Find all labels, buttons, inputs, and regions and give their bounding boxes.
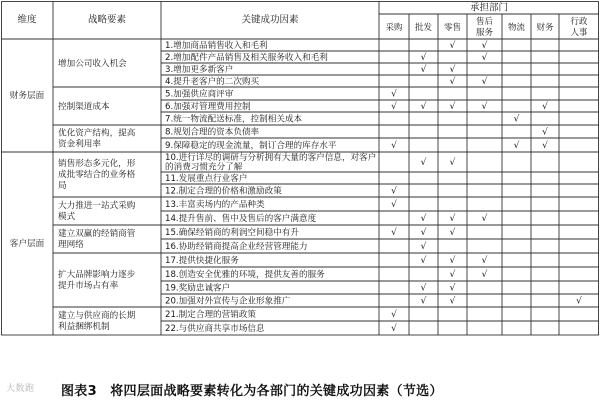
check-mark: √ [449,214,456,224]
watermark: 大数跑 [6,384,35,394]
check-mark: √ [481,270,488,280]
header-dept-1: 批发 [414,23,433,33]
check-mark: √ [513,141,520,151]
check-mark: √ [420,102,427,112]
strategy-label: 增加公司收入机会 [58,59,127,69]
factor-text: 5.加强供应商评审 [165,89,234,100]
check-mark: √ [391,186,397,197]
check-mark: √ [449,41,456,51]
check-mark: √ [420,158,427,168]
check-mark: √ [449,77,456,87]
strategy-label: 建立双赢的经销商管理网络 [58,229,136,250]
header-departments-group: 承担部门 [469,2,509,14]
check-mark: √ [420,65,427,75]
strategy-label: 控制渠道成本 [58,102,110,112]
factor-text: 8.规划合理的资本负债率 [165,127,260,138]
header-dimension: 维度 [17,14,37,26]
check-mark: √ [542,141,548,151]
check-mark: √ [420,256,427,266]
group-label: 财务层面 [9,91,45,101]
check-mark: √ [481,256,488,266]
factor-text: 6.加强对管理费用控制 [165,102,251,112]
factor-text: 1.增加商品销售收入和毛利 [165,41,268,51]
factor-text: 14.提升售前、售中及售后的客户满意度 [165,214,317,224]
factor-text: 16.协助经销商提高企业经营管理能力 [165,242,308,252]
group-label: 客户层面 [9,239,45,249]
check-mark: √ [449,102,456,112]
check-mark: √ [513,114,520,125]
strategy-label: 大力推进一站式采购模式 [58,201,136,222]
factor-text: 3.增加更多新客户 [165,65,234,75]
check-mark: √ [391,324,397,334]
factor-text: 19.奖励忠诚客户 [165,283,231,294]
check-mark: √ [420,214,427,224]
factor-text: 18.创造安全优雅的环境，提供友善的服务 [165,270,325,280]
factor-text: 12.制定合理的价格和激励政策 [165,186,282,197]
check-mark: √ [481,53,488,63]
strategy-label: 优化资产结构，提高资金利用率 [58,128,136,150]
check-mark: √ [391,102,397,112]
check-mark: √ [420,228,427,238]
factor-text: 9.保障稳定的现金流量，制订合理的库存水平 [165,141,337,151]
header-strategy: 战略要素 [87,14,127,26]
check-mark: √ [542,127,548,138]
factor-text: 10.进行详尽的调研与分析拥有大量的客户信息，对客户的消费习惯充分了解 [165,152,377,173]
header-dept-2: 零售 [443,23,462,33]
strategy-label: 建立与供应商的长期利益捆绑机制 [58,311,136,332]
check-mark: √ [449,296,456,307]
check-mark: √ [449,158,456,168]
header-dept-6: 行政人事 [570,17,588,38]
check-mark: √ [449,270,456,280]
check-mark: √ [391,89,397,100]
header-dept-0: 采购 [385,23,403,33]
check-mark: √ [481,214,488,224]
check-mark: √ [449,228,456,238]
factor-text: 11.发展重点行业客户 [165,174,248,184]
check-mark: √ [420,296,427,307]
check-mark: √ [391,141,397,151]
strategy-label: 扩大品牌影响力逐步提升市场占有率 [58,270,136,291]
check-mark: √ [391,228,397,238]
factor-text: 15.确保经销商的利润空间稳中有升 [165,228,299,238]
check-mark: √ [576,296,582,307]
check-mark: √ [481,41,488,51]
factor-text: 13.丰富卖场内的产品种类 [165,200,265,210]
check-mark: √ [481,102,488,112]
caption-text: 图表3 将四层面战略要素转化为各部门的关键成功因素（节选） [61,384,443,399]
check-mark: √ [420,283,427,294]
header-dept-5: 财务 [536,23,554,33]
check-mark: √ [542,102,548,112]
factor-text: 4.提升老客户的二次购买 [165,77,260,87]
header-dept-3: 售后服务 [475,17,494,38]
check-mark: √ [481,77,488,87]
check-mark: √ [449,283,456,294]
check-mark: √ [420,242,427,252]
check-mark: √ [391,200,397,210]
factor-text: 22.与供应商共享市场信息 [165,324,265,334]
factor-text: 17.提供快捷化服务 [165,256,239,266]
check-mark: √ [391,310,397,320]
header-factors: 关键成功因素 [241,14,299,26]
factor-text: 21.制定合理的营销政策 [165,310,257,320]
strategy-label: 销售形态多元化，形成批零结合的业务格局 [58,159,136,191]
factor-text: 7.统一物流配送标准，控制相关成本 [165,114,303,125]
check-mark: √ [449,256,456,266]
check-mark: √ [449,65,456,75]
factor-text: 20.加强对外宣传与企业形象推广 [165,296,291,307]
success-factor-table [1,1,599,377]
factor-text: 2.增加配件产品销售及相关服务收入和毛利 [165,53,328,63]
figure-caption [0,378,600,400]
check-mark: √ [420,53,427,63]
header-dept-4: 物流 [507,23,526,33]
